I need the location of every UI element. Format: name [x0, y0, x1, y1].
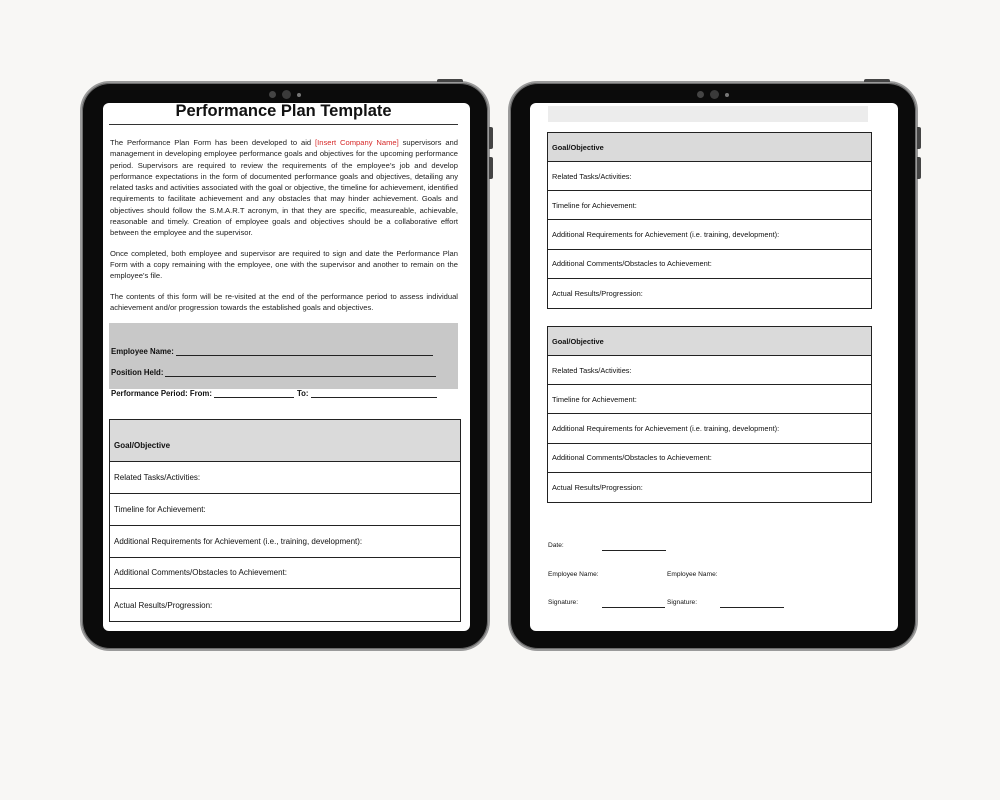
document-title: Performance Plan Template: [109, 103, 458, 125]
left-tablet: [80, 81, 490, 651]
sensor-icon: [297, 93, 301, 97]
intro-text-start: The Performance Plan Form has been developed to aid: [110, 138, 316, 147]
tablet-top-button: [864, 79, 890, 82]
position-held-label: Position Held:: [111, 368, 164, 378]
related-tasks-row[interactable]: Related Tasks/Activities:: [110, 462, 460, 494]
signature-label-2: Signature:: [667, 599, 698, 606]
tablet-side-button: [489, 157, 493, 179]
intro-text-end: supervisors and management in developing employee performance goals and objectives for the upcoming performance period. Supervisors are required to review the requirements of the employee’s job and develop performance expectations in the form of documented performance goals and objectives, detailing any related tasks and activities associated with the goal or objective, the timeline for achievement, identified requirements to facilitate achievement and any obstacles that may hinder achievement. Goals and objectives should follow the S.M.A.R.T acronym, in that they are specific, measureable, achievable, reasonable and timely. Creation of employee goals and objectives should be a collaborative effort between the employee and the supervisor.: [110, 138, 458, 238]
camera-bar: [269, 90, 301, 99]
right-tablet: [508, 81, 918, 651]
goal-table-2: [547, 132, 872, 309]
timeline-row[interactable]: Timeline for Achievement:: [548, 191, 871, 220]
signature-label-1: Signature:: [548, 599, 579, 606]
actual-results-row[interactable]: Actual Results/Progression:: [552, 482, 643, 492]
employee-info-box: [109, 323, 458, 399]
related-tasks-row[interactable]: Related Tasks/Activities:: [548, 162, 871, 191]
timeline-row[interactable]: Timeline for Achievement:: [110, 494, 460, 526]
performance-period-row: [111, 377, 458, 398]
additional-comments-row[interactable]: Additional Comments/Obstacles to Achievement:: [548, 444, 871, 473]
employee-name-label: Employee Name:: [111, 347, 174, 357]
actual-results-row[interactable]: Actual Results/Progression:: [552, 288, 643, 298]
goal-objective-header[interactable]: Goal/Objective: [548, 327, 871, 356]
tablet-side-button: [917, 127, 921, 149]
employee-name-label-1: Employee Name:: [548, 571, 599, 578]
camera-lens-icon: [282, 90, 291, 99]
goal-objective-header[interactable]: Goal/Objective: [548, 133, 871, 162]
signoff-paragraph: Once completed, both employee and supervisor are required to sign and date the Performance Plan Form with a copy remaining with the employee, one with the supervisor and another to remain on the employee’s file.: [110, 248, 458, 281]
sensor-icon: [725, 93, 729, 97]
additional-requirements-row[interactable]: Additional Requirements for Achievement (i.e. training, development):: [548, 414, 871, 443]
tablet-side-button: [489, 127, 493, 149]
camera-bar: [697, 90, 729, 99]
camera-icon: [269, 91, 276, 98]
goal-table: [109, 419, 461, 622]
position-held-row: [111, 356, 458, 377]
additional-comments-row[interactable]: Additional Comments/Obstacles to Achievement:: [110, 558, 460, 590]
position-held-field[interactable]: [165, 368, 436, 377]
intro-paragraph: [110, 137, 458, 239]
period-to-label: To:: [296, 389, 309, 399]
tablet-top-button: [437, 79, 463, 82]
tablet-side-button: [917, 157, 921, 179]
signature-field-2[interactable]: [720, 607, 784, 608]
period-from-label: Performance Period: From:: [111, 389, 212, 399]
employee-name-field[interactable]: [176, 347, 433, 356]
date-field[interactable]: [602, 550, 666, 551]
company-name-placeholder: [Insert Company Name]: [315, 138, 399, 147]
related-tasks-row[interactable]: Related Tasks/Activities:: [548, 356, 871, 385]
date-label: Date:: [548, 542, 564, 549]
additional-requirements-row[interactable]: Additional Requirements for Achievement (i.e. training, development):: [548, 220, 871, 249]
goal-table-3: [547, 326, 872, 503]
signature-field-1[interactable]: [602, 607, 665, 608]
review-paragraph: The contents of this form will be re-visited at the end of the performance period to assess individual achievement and/or progression towards the established goals and objectives.: [110, 291, 458, 312]
camera-icon: [697, 91, 704, 98]
document-body: [103, 137, 470, 313]
period-to-field[interactable]: [311, 389, 437, 398]
page-top-strip: [548, 106, 868, 122]
right-screen[interactable]: [530, 103, 898, 631]
goal-objective-header[interactable]: Goal/Objective: [110, 420, 460, 462]
employee-name-row: [111, 335, 458, 356]
additional-comments-row[interactable]: Additional Comments/Obstacles to Achievement:: [548, 250, 871, 279]
period-from-field[interactable]: [214, 389, 294, 398]
timeline-row[interactable]: Timeline for Achievement:: [548, 385, 871, 414]
actual-results-row[interactable]: Actual Results/Progression:: [114, 600, 213, 610]
additional-requirements-row[interactable]: Additional Requirements for Achievement (i.e., training, development):: [110, 526, 460, 558]
left-screen[interactable]: [103, 103, 470, 631]
camera-lens-icon: [710, 90, 719, 99]
employee-name-label-2: Employee Name:: [667, 571, 718, 578]
